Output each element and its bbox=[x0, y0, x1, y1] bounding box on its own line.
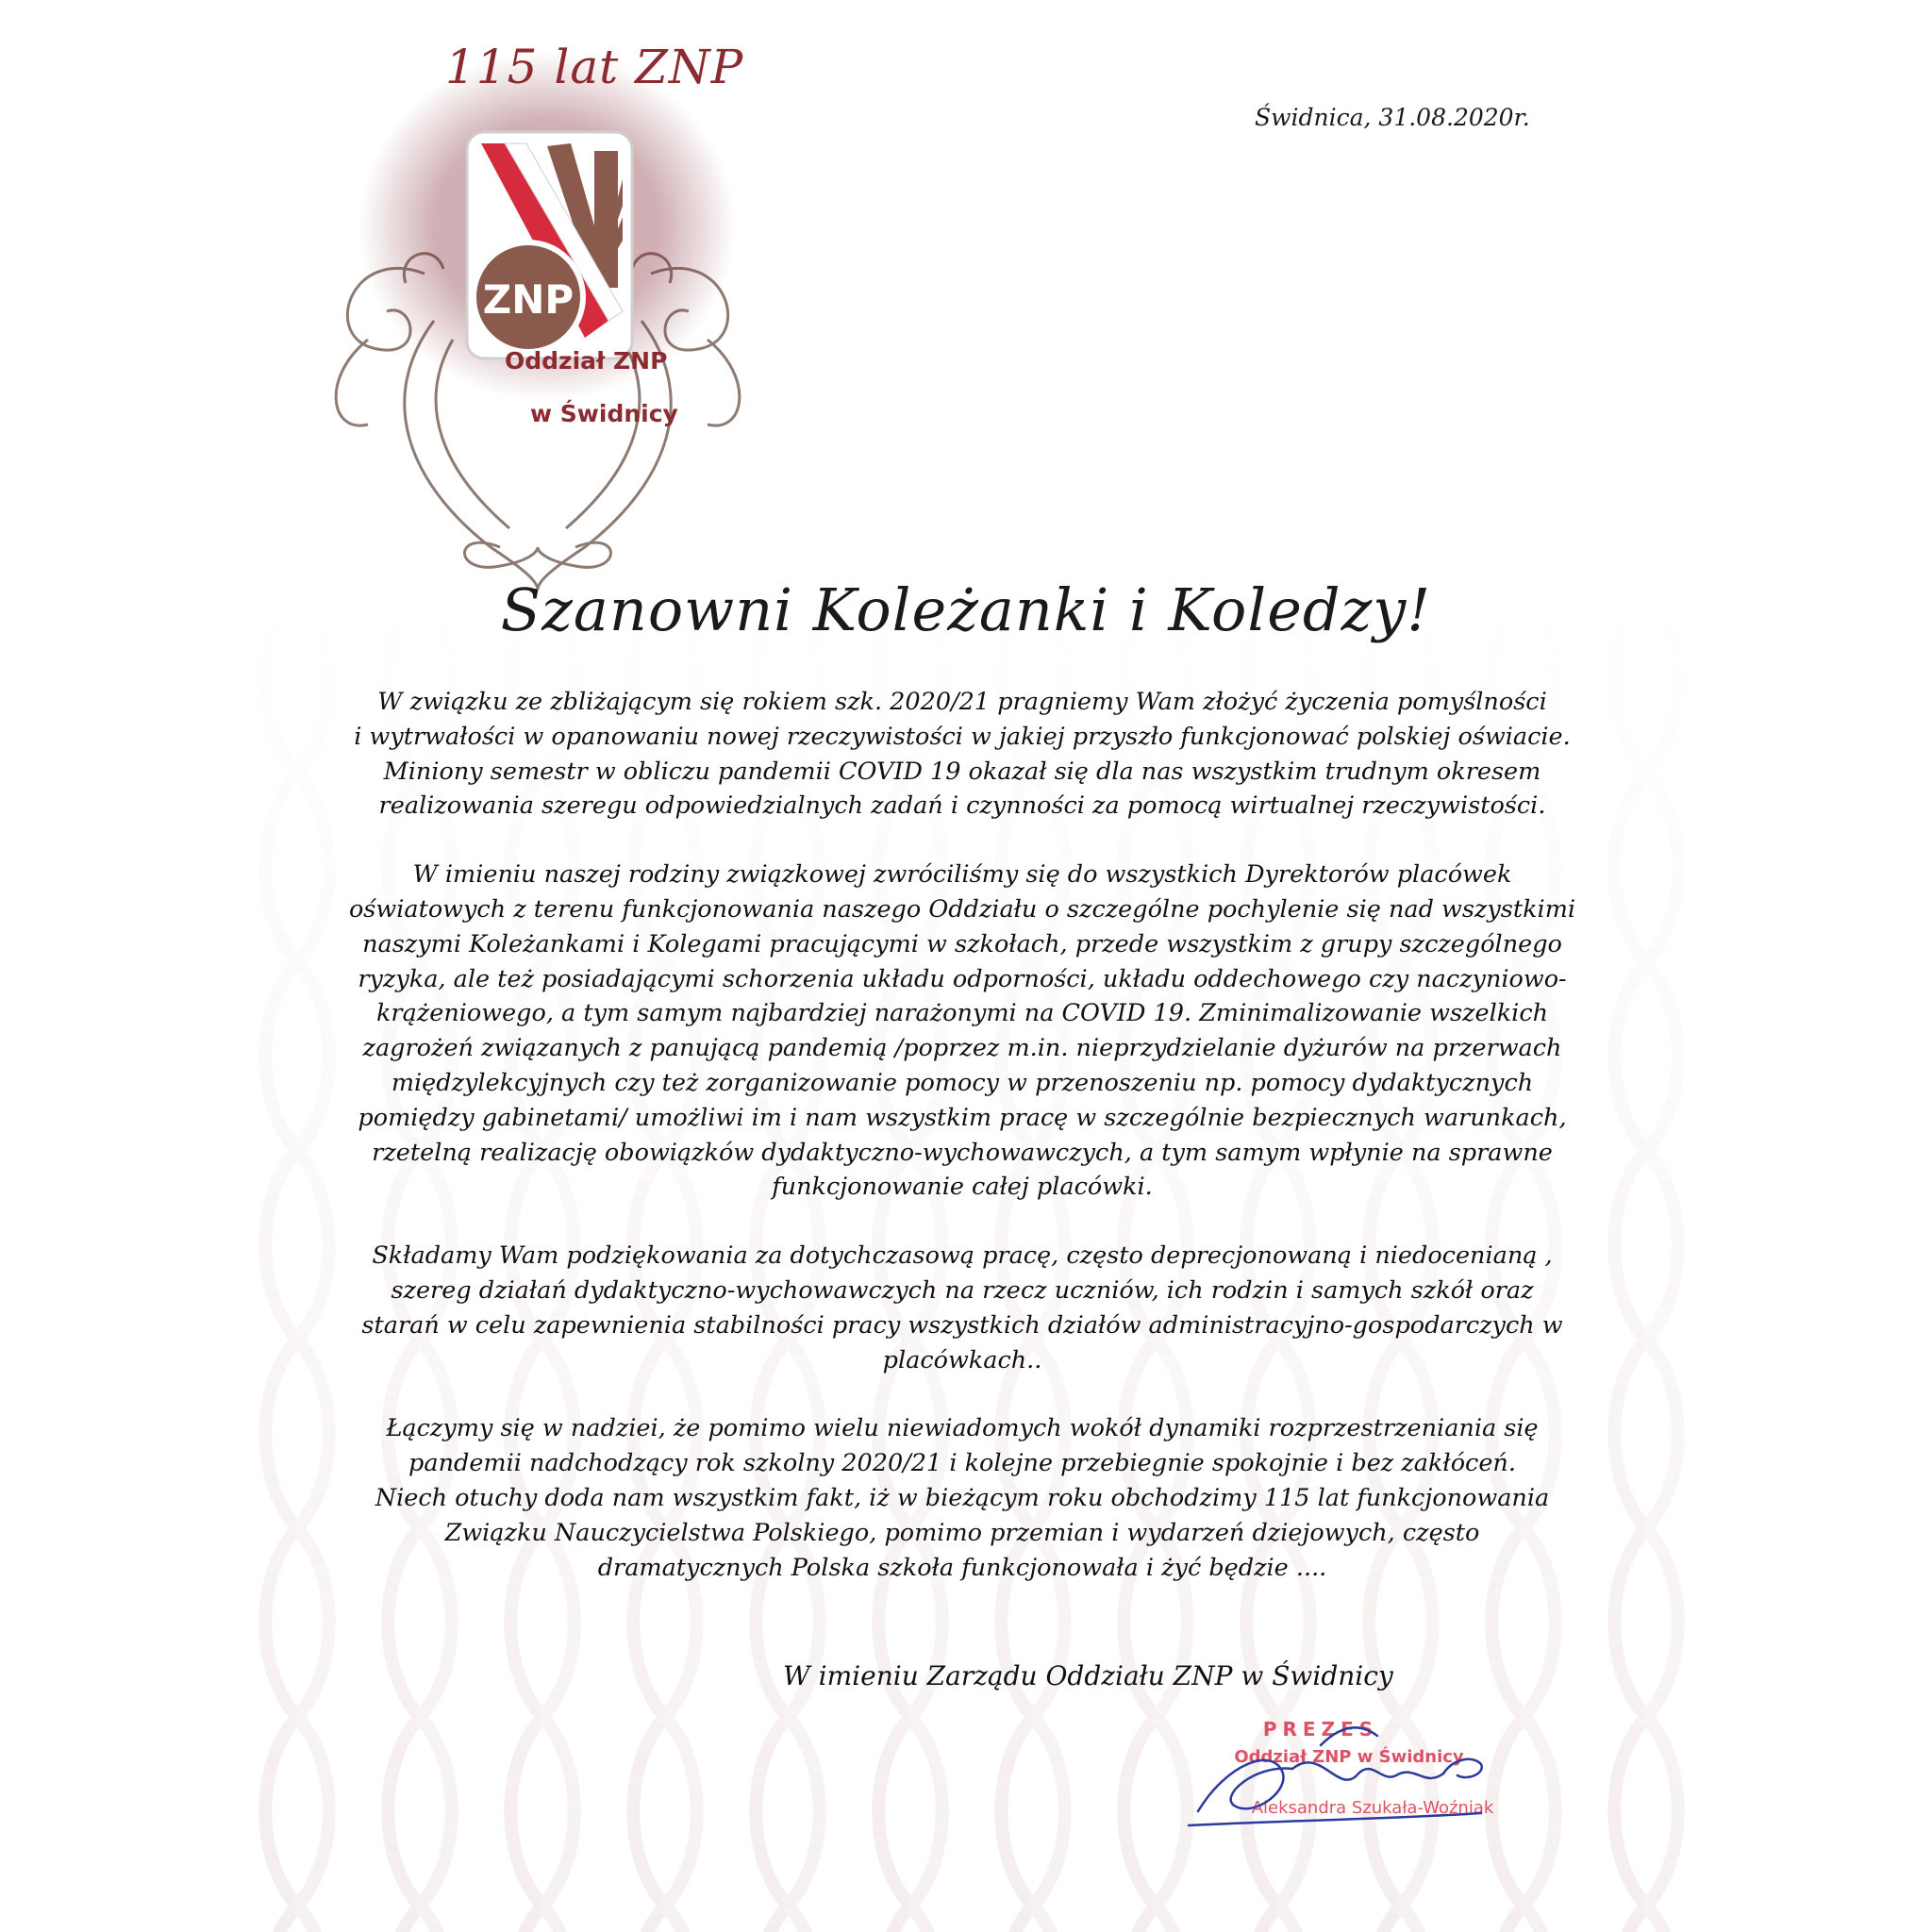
paragraph-1 bbox=[283, 685, 1641, 824]
paragraph-4 bbox=[283, 1411, 1641, 1585]
logo-anniversary-title: 115 lat ZNP bbox=[445, 40, 744, 94]
paragraph-3 bbox=[283, 1239, 1641, 1377]
letter-body bbox=[283, 685, 1641, 1619]
logo-branch-name: Oddział ZNP bbox=[505, 347, 668, 375]
emblem-text: ZNP bbox=[482, 276, 575, 323]
letter-closing: W imieniu Zarządu Oddziału ZNP w Świdnicy bbox=[783, 1660, 1393, 1691]
text-line: Miniony semestr w obliczu pandemii COVID 19 okazał się dla nas wszystkim trudnym okresem bbox=[383, 757, 1541, 786]
text-line: pandemii nadchodzący rok szkolny 2020/21 i kolejne przebiegnie spokojnie i bez zakłóceń. bbox=[408, 1449, 1516, 1478]
paragraph-2 bbox=[283, 858, 1641, 1205]
text-line: W związku ze zbliżającym się rokiem szk. 2020/21 pragniemy Wam złożyć życzenia pomyślności bbox=[377, 688, 1547, 716]
letter-date: Świdnica, 31.08.2020r. bbox=[1255, 104, 1530, 131]
text-line: zagrożeń związanych z panującą pandemią /poprzez m.in. nieprzydzielanie dyżurów na przerwach bbox=[362, 1034, 1562, 1063]
text-line: krążeniowego, a tym samym najbardziej narażonymi na COVID 19. Zminimalizowanie wszelkich bbox=[375, 999, 1549, 1028]
text-line: naszymi Koleżankami i Kolegami pracującymi w szkołach, przede wszystkim z grupy szczególnego bbox=[362, 929, 1562, 958]
text-line: placówkach.. bbox=[882, 1345, 1042, 1374]
text-line: szereg działań dydaktyczno-wychowawczych na rzecz uczniów, ich rodzin i samych szkół oraz bbox=[391, 1275, 1534, 1305]
text-line: międzylekcyjnych czy też zorganizowanie pomocy w przenoszeniu np. pomocy dydaktycznych bbox=[391, 1068, 1534, 1097]
svg-text:Oddział ZNP w Świdnicy: Oddział ZNP w Świdnicy bbox=[1234, 1747, 1464, 1767]
text-line: Składamy Wam podziękowania za dotychczasową pracę, często deprecjonowaną i niedocenianą , bbox=[372, 1241, 1553, 1271]
logo-branch-city: w Świdnicy bbox=[530, 400, 678, 427]
text-line: dramatycznych Polska szkoła funkcjonowała i żyć będzie .... bbox=[597, 1553, 1327, 1582]
stamp-and-signature bbox=[1170, 1707, 1528, 1840]
svg-text:Aleksandra Szukała-Woźniak: Aleksandra Szukała-Woźniak bbox=[1251, 1798, 1494, 1818]
text-line: funkcjonowanie całej placówki. bbox=[772, 1173, 1153, 1202]
text-line: starań w celu zapewnienia stabilności pracy wszystkich działów administracyjno-gospodarczych w bbox=[361, 1310, 1563, 1340]
text-line: oświatowych z terenu funkcjonowania naszego Oddziału o szczególne pochylenie się nad wszystkimi bbox=[348, 894, 1576, 924]
znp-emblem-logo bbox=[311, 38, 764, 594]
text-line: rzetelną realizację obowiązków dydaktyczno-wychowawczych, a tym samym wpłynie na sprawne bbox=[372, 1138, 1553, 1167]
svg-text:PREZES: PREZES bbox=[1262, 1718, 1379, 1740]
text-line: i wytrwałości w opanowaniu nowej rzeczywistości w jakiej przyszło funkcjonować polskiej oświacie. bbox=[354, 722, 1571, 751]
text-line: pomiędzy gabinetami/ umożliwi im i nam wszystkim pracę w szczególnie bezpiecznych warunkach, bbox=[358, 1103, 1567, 1132]
text-line: Związku Nauczycielstwa Polskiego, pomimo przemian i wydarzeń dziejowych, często bbox=[444, 1518, 1480, 1547]
text-line: W imieniu naszej rodziny związkowej zwróciliśmy się do wszystkich Dyrektorów placówek bbox=[412, 860, 1512, 890]
text-line: realizowania szeregu odpowiedzialnych zadań i czynności za pomocą wirtualnej rzeczywistości. bbox=[378, 791, 1546, 821]
text-line: Niech otuchy doda nam wszystkim fakt, iż w bieżącym roku obchodzimy 115 lat funkcjonowania bbox=[375, 1483, 1550, 1512]
text-line: Łączymy się w nadziei, że pomimo wielu niewiadomych wokół dynamiki rozprzestrzeniania się bbox=[386, 1414, 1539, 1443]
letter-greeting: Szanowni Koleżanki i Koledzy! bbox=[500, 575, 1432, 644]
text-line: ryzyka, ale też posiadającymi schorzenia układu odporności, układu oddechowego czy naczyniowo- bbox=[358, 964, 1567, 993]
